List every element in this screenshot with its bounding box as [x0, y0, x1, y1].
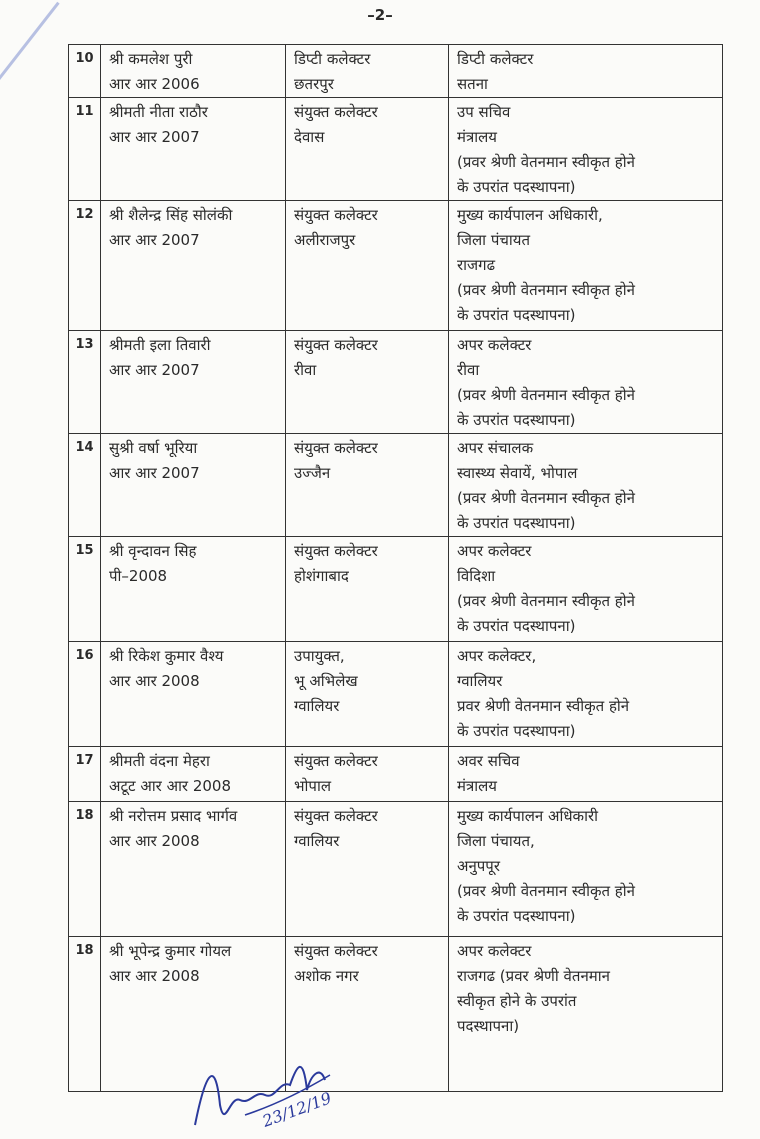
- cell-line: संयुक्त कलेक्टर: [294, 206, 378, 224]
- cell-line: मंत्रालय: [457, 128, 498, 146]
- cell-line: आर आर 2007: [109, 128, 200, 146]
- cell-line: जिला पंचायत,: [457, 832, 535, 850]
- cell-line: मंत्रालय: [457, 777, 498, 795]
- signature-date: 23/12/19: [259, 1088, 334, 1131]
- cell-line: संयुक्त कलेक्टर: [294, 807, 378, 825]
- table-row: [69, 45, 723, 98]
- new-posting-cell: [449, 642, 723, 747]
- cell-line: श्री कमलेश पुरी: [109, 50, 193, 68]
- serial-number: 16: [69, 642, 101, 747]
- page-number: –2–: [367, 6, 393, 24]
- cell-line: (प्रवर श्रेणी वेतनमान स्वीकृत होने: [457, 489, 635, 507]
- new-posting-cell: [449, 331, 723, 434]
- cell-line: श्रीमती इला तिवारी: [109, 336, 211, 354]
- cell-line: श्री रिकेश कुमार वैश्य: [109, 647, 224, 665]
- cell-line: श्री नरोत्तम प्रसाद भार्गव: [109, 807, 238, 825]
- cell-line: आर आर 2008: [109, 832, 200, 850]
- cell-line: आर आर 2008: [109, 967, 200, 985]
- cell-line: अवर सचिव: [457, 752, 520, 770]
- cell-line: प्रवर श्रेणी वेतनमान स्वीकृत होने: [457, 697, 630, 715]
- current-posting-cell: [286, 802, 449, 937]
- new-posting-cell: [449, 98, 723, 201]
- cell-line: अनुपपूर: [457, 857, 500, 875]
- cell-line: विदिशा: [457, 567, 496, 585]
- current-posting-cell: [286, 537, 449, 642]
- cell-line: (प्रवर श्रेणी वेतनमान स्वीकृत होने: [457, 592, 635, 610]
- serial-number: 17: [69, 747, 101, 802]
- cell-line: के उपरांत पदस्थापना): [457, 907, 576, 925]
- serial-number: 18: [69, 802, 101, 937]
- cell-line: राजगढ: [457, 256, 496, 274]
- cell-line: अपर संचालक: [457, 439, 534, 457]
- cell-line: पदस्थापना): [457, 1017, 520, 1035]
- cell-line: देवास: [294, 128, 325, 146]
- cell-line: रीवा: [294, 361, 317, 379]
- officer-name-cell: [101, 434, 286, 537]
- cell-line: स्वास्थ्य सेवायें, भोपाल: [457, 464, 578, 482]
- new-posting-cell: [449, 434, 723, 537]
- officer-name-cell: [101, 201, 286, 331]
- new-posting-cell: [449, 937, 723, 1092]
- cell-line: श्रीमती वंदना मेहरा: [109, 752, 210, 770]
- current-posting-cell: [286, 642, 449, 747]
- table-row: [69, 201, 723, 331]
- cell-line: के उपरांत पदस्थापना): [457, 306, 576, 324]
- cell-line: आर आर 2006: [109, 75, 200, 93]
- cell-line: के उपरांत पदस्थापना): [457, 514, 576, 532]
- cell-line: अटूट आर आर 2008: [109, 777, 231, 795]
- cell-line: छतरपुर: [294, 75, 334, 93]
- table-row: [69, 434, 723, 537]
- cell-line: के उपरांत पदस्थापना): [457, 617, 576, 635]
- cell-line: डिप्टी कलेक्टर: [294, 50, 371, 68]
- cell-line: उप सचिव: [457, 103, 511, 121]
- cell-line: के उपरांत पदस्थापना): [457, 722, 576, 740]
- current-posting-cell: [286, 201, 449, 331]
- cell-line: सतना: [457, 75, 488, 93]
- cell-line: स्वीकृत होने के उपरांत: [457, 992, 577, 1010]
- new-posting-cell: [449, 802, 723, 937]
- serial-number: 10: [69, 45, 101, 98]
- officer-name-cell: [101, 45, 286, 98]
- cell-line: अपर कलेक्टर: [457, 336, 532, 354]
- table-row: [69, 537, 723, 642]
- serial-number: 13: [69, 331, 101, 434]
- cell-line: (प्रवर श्रेणी वेतनमान स्वीकृत होने: [457, 153, 635, 171]
- officer-name-cell: [101, 331, 286, 434]
- cell-line: श्री वृन्दावन सिह: [109, 542, 197, 560]
- new-posting-cell: [449, 201, 723, 331]
- cell-line: ग्वालियर: [457, 672, 503, 690]
- officer-name-cell: [101, 642, 286, 747]
- current-posting-cell: [286, 747, 449, 802]
- new-posting-cell: [449, 747, 723, 802]
- table-row: [69, 802, 723, 937]
- cell-line: भोपाल: [294, 777, 332, 795]
- cell-line: आर आर 2007: [109, 361, 200, 379]
- cell-line: सुश्री वर्षा भूरिया: [109, 439, 198, 457]
- cell-line: अपर कलेक्टर: [457, 542, 532, 560]
- officer-name-cell: [101, 747, 286, 802]
- cell-line: आर आर 2008: [109, 672, 200, 690]
- table-row: [69, 642, 723, 747]
- signature: [185, 1035, 345, 1135]
- cell-line: भू अभिलेख: [294, 672, 358, 690]
- cell-line: होशंगाबाद: [294, 567, 349, 585]
- cell-line: श्रीमती नीता राठौर: [109, 103, 208, 121]
- cell-line: संयुक्त कलेक्टर: [294, 336, 378, 354]
- cell-line: (प्रवर श्रेणी वेतनमान स्वीकृत होने: [457, 386, 635, 404]
- new-posting-cell: [449, 45, 723, 98]
- cell-line: संयुक्त कलेक्टर: [294, 942, 378, 960]
- serial-number: 11: [69, 98, 101, 201]
- cell-line: उज्जैन: [294, 464, 331, 482]
- cell-line: ग्वालियर: [294, 697, 340, 715]
- cell-line: संयुक्त कलेक्टर: [294, 439, 378, 457]
- cell-line: मुख्य कार्यपालन अधिकारी: [457, 807, 598, 825]
- current-posting-cell: [286, 331, 449, 434]
- new-posting-cell: [449, 537, 723, 642]
- officer-name-cell: [101, 802, 286, 937]
- current-posting-cell: [286, 98, 449, 201]
- current-posting-cell: [286, 434, 449, 537]
- cell-line: अपर कलेक्टर,: [457, 647, 537, 665]
- cell-line: जिला पंचायत: [457, 231, 531, 249]
- cell-line: उपायुक्त,: [294, 647, 345, 665]
- transfer-table: [68, 44, 723, 1092]
- cell-line: अलीराजपुर: [294, 231, 356, 249]
- cell-line: श्री शैलेन्द्र सिंह सोलंकी: [109, 206, 233, 224]
- officer-name-cell: [101, 537, 286, 642]
- serial-number: 14: [69, 434, 101, 537]
- cell-line: (प्रवर श्रेणी वेतनमान स्वीकृत होने: [457, 882, 635, 900]
- cell-line: के उपरांत पदस्थापना): [457, 411, 576, 429]
- cell-line: आर आर 2007: [109, 231, 200, 249]
- cell-line: संयुक्त कलेक्टर: [294, 752, 378, 770]
- officer-name-cell: [101, 98, 286, 201]
- serial-number: 18: [69, 937, 101, 1092]
- table-row: [69, 747, 723, 802]
- serial-number: 15: [69, 537, 101, 642]
- cell-line: राजगढ (प्रवर श्रेणी वेतनमान: [457, 967, 610, 985]
- cell-line: संयुक्त कलेक्टर: [294, 542, 378, 560]
- cell-line: अशोक नगर: [294, 967, 359, 985]
- table-row: [69, 98, 723, 201]
- cell-line: रीवा: [457, 361, 480, 379]
- cell-line: संयुक्त कलेक्टर: [294, 103, 378, 121]
- cell-line: श्री भूपेन्द्र कुमार गोयल: [109, 942, 232, 960]
- table-row: [69, 331, 723, 434]
- cell-line: डिप्टी कलेक्टर: [457, 50, 534, 68]
- cell-line: के उपरांत पदस्थापना): [457, 178, 576, 196]
- cell-line: पी–2008: [109, 567, 168, 585]
- cell-line: आर आर 2007: [109, 464, 200, 482]
- cell-line: (प्रवर श्रेणी वेतनमान स्वीकृत होने: [457, 281, 635, 299]
- cell-line: अपर कलेक्टर: [457, 942, 532, 960]
- serial-number: 12: [69, 201, 101, 331]
- cell-line: मुख्य कार्यपालन अधिकारी,: [457, 206, 603, 224]
- cell-line: ग्वालियर: [294, 832, 340, 850]
- table-row: [69, 937, 723, 1092]
- current-posting-cell: [286, 45, 449, 98]
